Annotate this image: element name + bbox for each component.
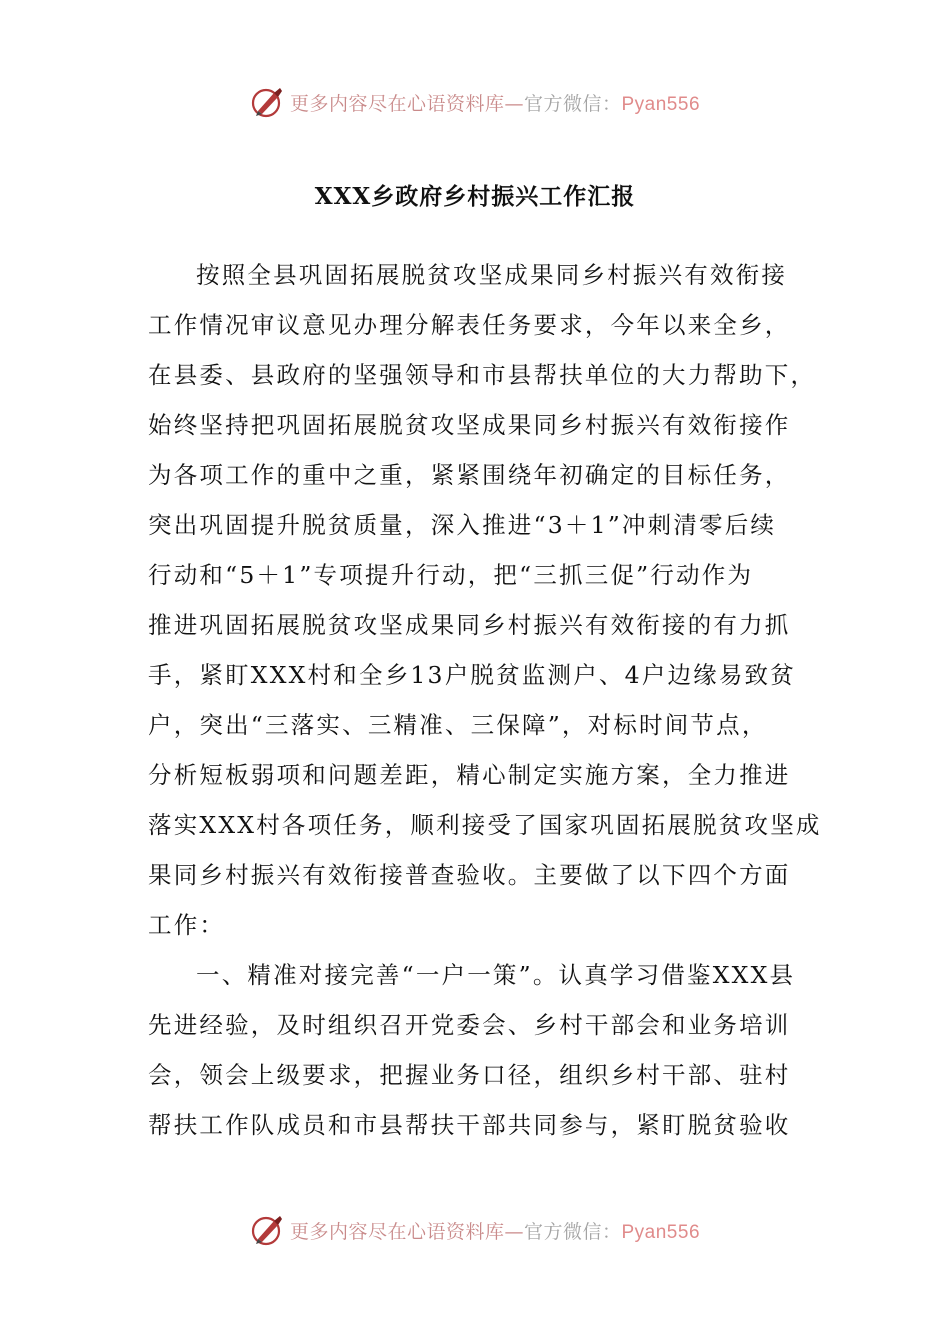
text-line: 工作情况审议意见办理分解表任务要求，今年以来全乡，	[148, 311, 791, 339]
header-banner	[0, 82, 950, 122]
banner-text: 更多内容尽在心语资料库—官方微信：Pyan556	[289, 92, 701, 115]
text-line: 工作：	[148, 911, 226, 939]
text-line: 分析短板弱项和问题差距，精心制定实施方案，全力推进	[148, 761, 791, 789]
pen-logo-icon	[250, 85, 284, 119]
text-line: 始终坚持把巩固拓展脱贫攻坚成果同乡村振兴有效衔接作	[148, 411, 791, 439]
text-line: 按照全县巩固拓展脱贫攻坚成果同乡村振兴有效衔接	[196, 261, 788, 289]
footer-banner	[0, 1210, 950, 1250]
text-line: 会，领会上级要求，把握业务口径，组织乡村干部、驻村	[148, 1061, 791, 1089]
text-line: 行动和“5＋1”专项提升行动，把“三抓三促”行动作为	[148, 561, 754, 589]
text-line: 在县委、县政府的坚强领导和市县帮扶单位的大力帮助下，	[148, 361, 817, 389]
text-line: 手，紧盯XXX村和全乡13户脱贫监测户、4户边缘易致贫	[148, 661, 796, 689]
text-line: 户，突出“三落实、三精准、三保障”，对标时间节点，	[148, 711, 768, 739]
banner-text: 更多内容尽在心语资料库—官方微信：Pyan556	[289, 1220, 701, 1243]
document-body	[148, 250, 822, 1150]
text-line: 帮扶工作队成员和市县帮扶干部共同参与，紧盯脱贫验收	[148, 1111, 791, 1139]
text-line: 先进经验，及时组织召开党委会、乡村干部会和业务培训	[148, 1011, 791, 1039]
text-line: 推进巩固拓展脱贫攻坚成果同乡村振兴有效衔接的有力抓	[148, 611, 791, 639]
page-title: XXX乡政府乡村振兴工作汇报	[314, 183, 636, 210]
text-line: 落实XXX村各项任务，顺利接受了国家巩固拓展脱贫攻坚成	[148, 811, 822, 839]
text-line: 突出巩固提升脱贫质量，深入推进“3＋1”冲刺清零后续	[148, 511, 777, 539]
text-line: 果同乡村振兴有效衔接普查验收。主要做了以下四个方面	[148, 861, 791, 889]
wechat-id: Pyan556	[621, 1221, 701, 1243]
text-line: 一、精准对接完善“一户一策”。认真学习借鉴XXX县	[196, 961, 796, 989]
text-line: 为各项工作的重中之重，紧紧围绕年初确定的目标任务，	[148, 461, 791, 489]
wechat-id: Pyan556	[621, 93, 701, 115]
pen-logo-icon	[250, 1213, 284, 1247]
